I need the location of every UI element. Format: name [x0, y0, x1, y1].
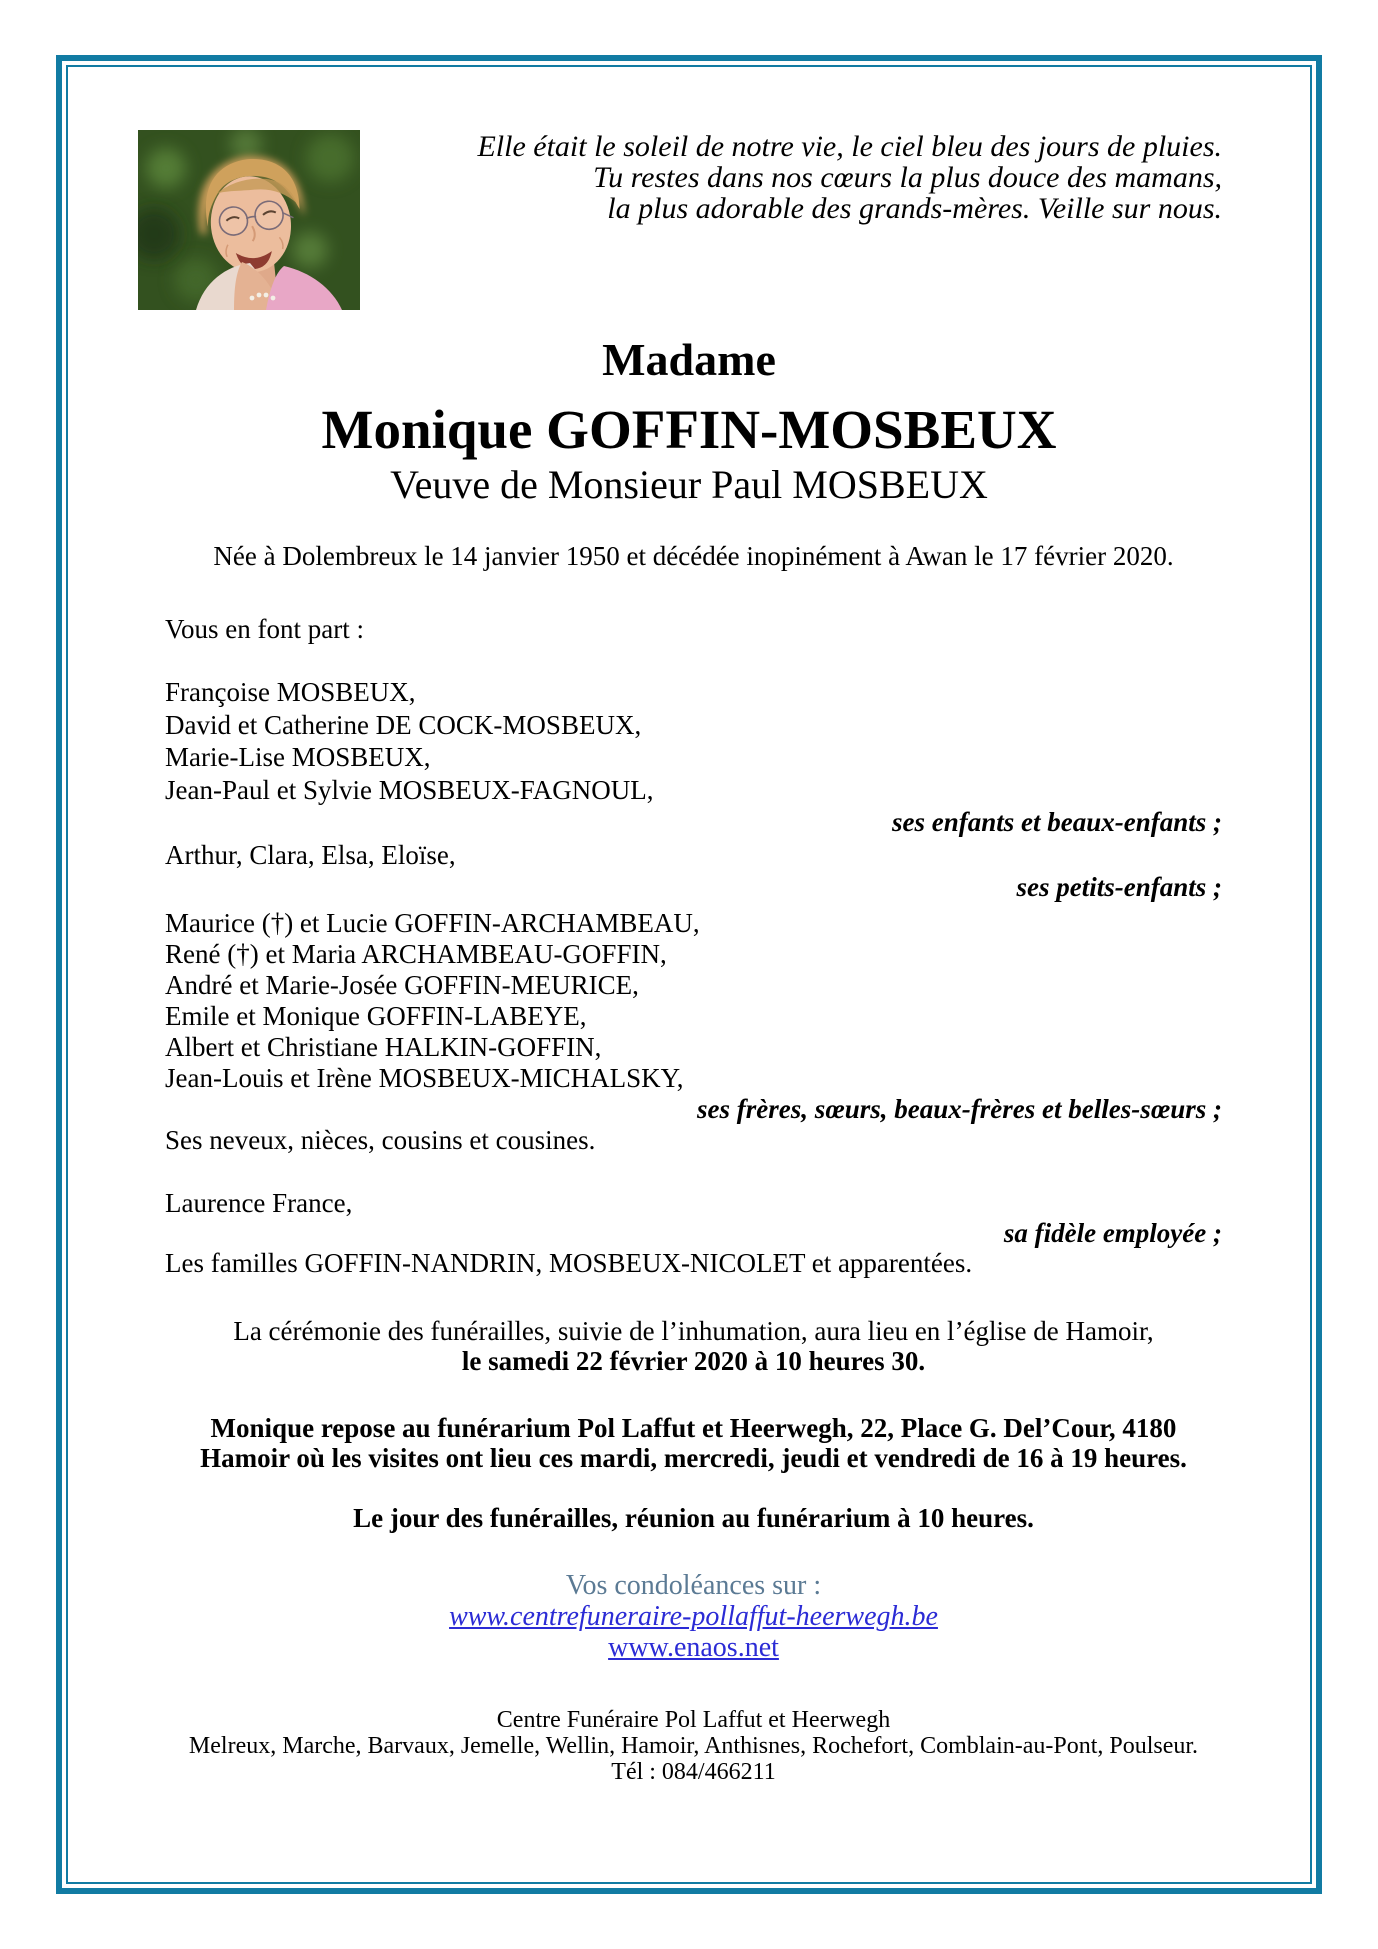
footer-locations: Melreux, Marche, Barvaux, Jemelle, Wellin, Hamoir, Anthisnes, Rochefort, Comblain-au-Pont, Poulseur.	[188, 1733, 1199, 1759]
family-children-list	[165, 676, 1222, 904]
footer-phone: Tél : 084/466211	[611, 1759, 776, 1785]
deceased-name: Monique GOFFIN-MOSBEUX	[321, 399, 1057, 460]
text-line: Le jour des funérailles, réunion au funérarium à 10 heures.	[353, 1503, 1034, 1533]
portrait-photo	[138, 130, 360, 310]
text-line: Arthur, Clara, Elsa, Eloïse,	[165, 839, 456, 870]
widow-line: Veuve de Monsieur Paul MOSBEUX	[390, 462, 988, 507]
text-line: Françoise MOSBEUX,	[165, 677, 416, 707]
ceremony-block	[165, 1316, 1222, 1376]
family-siblings-list	[165, 908, 1222, 1156]
text-line: Ses neveux, nièces, cousins et cousines.	[165, 1125, 596, 1155]
memorial-quote	[380, 131, 1222, 224]
text-line: ses petits-enfants ;	[1016, 872, 1222, 902]
employee-families-list	[165, 1188, 1222, 1278]
text-line: ses frères, sœurs, beaux-frères et belles-sœurs ;	[697, 1094, 1222, 1124]
condolences-block	[165, 1571, 1222, 1663]
portrait-illustration	[138, 130, 360, 310]
text-line: Hamoir où les visites ont lieu ces mardi, mercredi, jeudi et vendredi de 16 à 19 heures.	[200, 1443, 1187, 1473]
text-line: Emile et Monique GOFFIN-LABEYE,	[165, 1001, 587, 1031]
quote-line: Elle était le soleil de notre vie, le ciel bleu des jours de pluies.	[477, 130, 1222, 163]
text-line: ses enfants et beaux-enfants ;	[892, 807, 1222, 837]
text-line: David et Catherine DE COCK-MOSBEUX,	[165, 709, 642, 740]
quote-line: Tu restes dans nos cœurs la plus douce des mamans,	[593, 161, 1222, 194]
text-line: Jean-Louis et Irène MOSBEUX-MICHALSKY,	[165, 1063, 684, 1093]
repose-block	[165, 1413, 1222, 1473]
text-line: Monique repose au funérarium Pol Laffut et Heerwegh, 22, Place G. Del’Cour, 4180	[210, 1413, 1177, 1443]
text-line: Laurence France,	[165, 1188, 353, 1218]
reunion-block	[165, 1503, 1222, 1533]
quote-line: la plus adorable des grands-mères. Veille sur nous.	[607, 192, 1222, 225]
title-salutation: Madame	[602, 334, 776, 385]
birth-death-line: Née à Dolembreux le 14 janvier 1950 et décédée inopinément à Awan le 17 février 2020.	[213, 541, 1174, 571]
condolence-link-primary[interactable]: www.centrefuneraire-pollaffut-heerwegh.be	[449, 1601, 938, 1632]
text-line: Albert et Christiane HALKIN-GOFFIN,	[165, 1032, 602, 1062]
text-line: René (†) et Maria ARCHAMBEAU-GOFFIN,	[165, 939, 667, 969]
text-line: Jean-Paul et Sylvie MOSBEUX-FAGNOUL,	[165, 774, 654, 805]
condolence-link-enaos[interactable]: www.enaos.net	[608, 1632, 779, 1663]
text-line: sa fidèle employée ;	[1003, 1218, 1222, 1248]
text-line: le samedi 22 février 2020 à 10 heures 30.	[461, 1346, 926, 1376]
footer-block	[165, 1707, 1222, 1785]
footer-company: Centre Funéraire Pol Laffut et Heerwegh	[496, 1707, 891, 1733]
text-line: Maurice (†) et Lucie GOFFIN-ARCHAMBEAU,	[165, 908, 700, 938]
text-line: Marie-Lise MOSBEUX,	[165, 742, 431, 772]
intro-line: Vous en font part :	[165, 614, 364, 644]
text-line: Les familles GOFFIN-NANDRIN, MOSBEUX-NICOLET et apparentées.	[165, 1248, 973, 1278]
condolences-label: Vos condoléances sur :	[565, 1570, 822, 1601]
text-line: La cérémonie des funérailles, suivie de l’inhumation, aura lieu en l’église de Hamoir,	[233, 1316, 1154, 1346]
text-line: André et Marie-Josée GOFFIN-MEURICE,	[165, 970, 639, 1000]
